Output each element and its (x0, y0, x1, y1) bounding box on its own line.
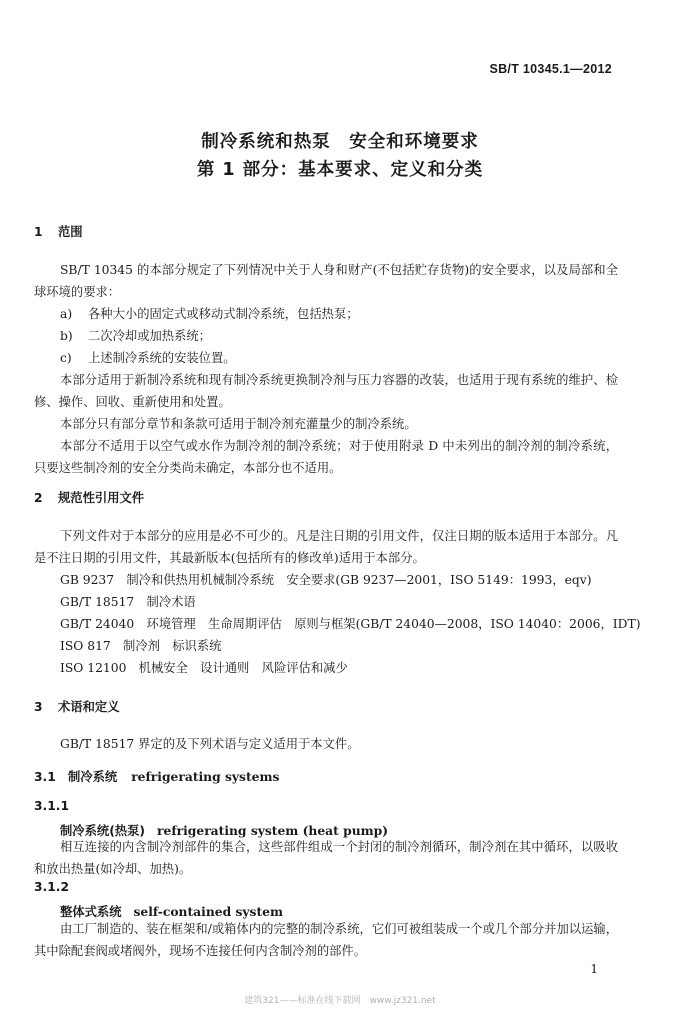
footer-watermark: 建筑321——标准在线下载网 www.jz321.net (244, 996, 436, 1006)
list-text: 二次冷却或加热系统； (88, 329, 211, 343)
term-3-1-1-definition (34, 836, 618, 880)
term-english: refrigerating system (heat pump) (157, 823, 389, 838)
section-number: 1 (34, 225, 43, 239)
title-line-1: 制冷系统和热泵 安全和环境要求 (201, 132, 479, 152)
section-title: 规范性引用文件 (58, 491, 145, 505)
term-english: refrigerating systems (131, 769, 280, 784)
page-number: 1 (590, 962, 598, 976)
section-2-heading (34, 488, 144, 506)
section-2-body (34, 525, 641, 679)
list-item (34, 303, 618, 325)
list-marker: b) (60, 329, 73, 343)
term-chinese: 整体式系统 (60, 905, 122, 919)
section-title: 术语和定义 (58, 700, 120, 714)
scope-paragraph: 本部分适用于新制冷系统和现有制冷系统更换制冷剂与压力容器的改装，也适用于现有系统的维护、检修、操作、回收、重新使用和处置。 (34, 373, 618, 409)
term-number: 3.1 (34, 770, 56, 784)
section-title: 范围 (58, 225, 83, 239)
list-marker: a) (60, 307, 73, 321)
definition-text: 相互连接的内含制冷剂部件的集合，这些部件组成一个封闭的制冷剂循环，制冷剂在其中循环，以吸收和放出热量(如冷却、加热)。 (34, 840, 618, 876)
scope-paragraph: 本部分只有部分章节和条款可适用于制冷剂充灌量少的制冷系统。 (60, 417, 417, 431)
term-chinese: 制冷系统 (68, 770, 118, 784)
reference-item: ISO 12100 机械安全 设计通则 风险评估和减少 (60, 661, 348, 675)
term-chinese: 制冷系统(热泵) (60, 824, 146, 838)
reference-item: GB/T 24040 环境管理 生命周期评估 原则与框架(GB/T 24040—2008，ISO 14040：2006，IDT) (60, 617, 641, 631)
definition-text: 由工厂制造的、装在框架和/或箱体内的完整的制冷系统，它们可被组装成一个或几个部分并加以运输，其中除配套阀或堵阀外，现场不连接任何内含制冷剂的部件。 (34, 922, 618, 958)
list-item (34, 325, 618, 347)
reference-item: GB/T 18517 制冷术语 (60, 595, 196, 609)
section-3-intro (34, 733, 618, 755)
list-item (34, 347, 618, 369)
section-3-heading (34, 697, 120, 715)
section-number: 3 (34, 700, 43, 714)
term-3-1-2-number: 3.1.2 (34, 880, 70, 894)
document-code: SB/T 10345.1—2012 (489, 62, 612, 76)
reference-item: ISO 817 制冷剂 标识系统 (60, 639, 222, 653)
list-text: 各种大小的固定式或移动式制冷系统，包括热泵； (88, 307, 359, 321)
list-text: 上述制冷系统的安装位置。 (88, 351, 236, 365)
term-3-1-heading (34, 767, 279, 785)
section-1-body (34, 259, 618, 479)
terms-paragraph: GB/T 18517 界定的及下列术语与定义适用于本文件。 (60, 737, 360, 751)
references-paragraph: 下列文件对于本部分的应用是必不可少的。凡是注日期的引用文件，仅注日期的版本适用于本部分。凡是不注日期的引用文件，其最新版本(包括所有的修改单)适用于本部分。 (34, 529, 618, 565)
term-3-1-2-definition (34, 918, 618, 962)
section-1-heading (34, 222, 83, 240)
list-marker: c) (60, 351, 72, 365)
scope-paragraph: 本部分不适用于以空气或水作为制冷剂的制冷系统；对于使用附录 D 中未列出的制冷剂的制冷系统，只要这些制冷剂的安全分类尚未确定，本部分也不适用。 (34, 439, 618, 475)
term-3-1-1-number: 3.1.1 (34, 799, 70, 813)
scope-paragraph: SB/T 10345 的本部分规定了下列情况中关于人身和财产(不包括贮存货物)的安全要求，以及局部和全球环境的要求： (34, 263, 618, 299)
reference-item: GB 9237 制冷和供热用机械制冷系统 安全要求(GB 9237—2001，ISO 5149：1993，eqv) (60, 573, 592, 587)
section-number: 2 (34, 491, 43, 505)
title-line-2: 第 1 部分：基本要求、定义和分类 (196, 160, 484, 180)
term-english: self-contained system (133, 904, 283, 919)
